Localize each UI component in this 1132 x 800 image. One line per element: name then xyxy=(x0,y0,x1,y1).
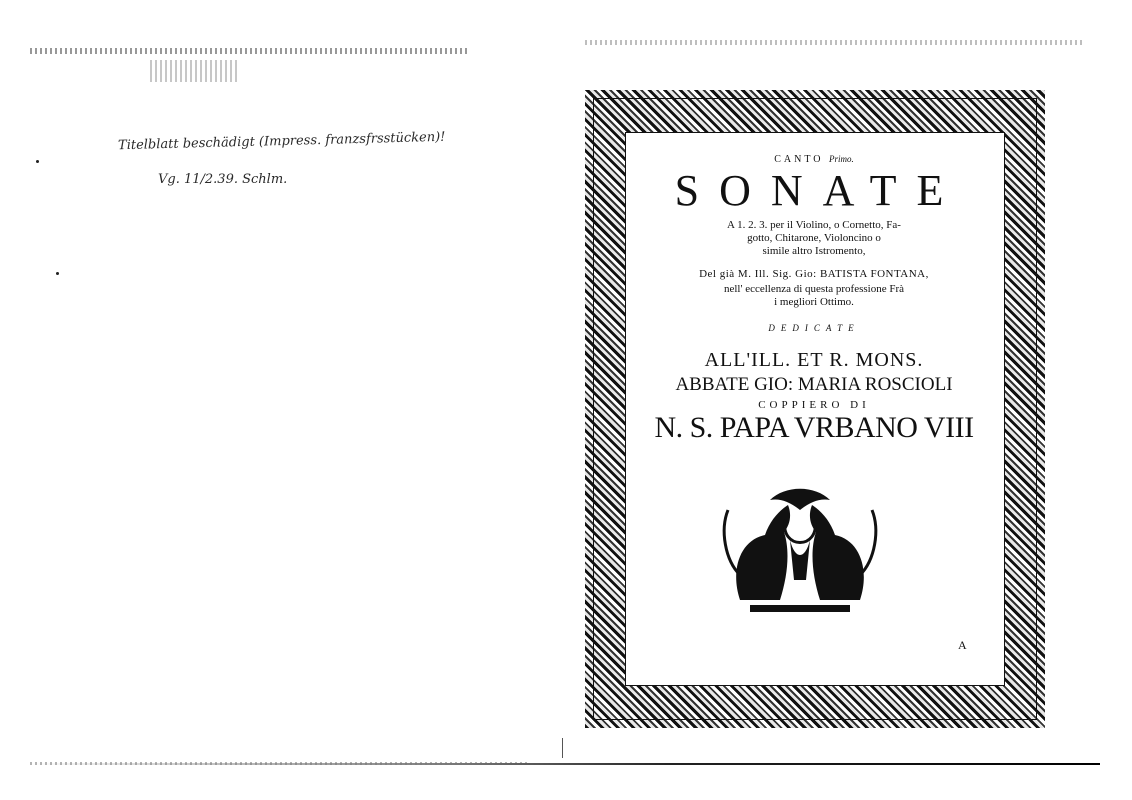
page-edge-noise xyxy=(585,40,1085,45)
scan-baseline xyxy=(30,763,1100,765)
dedicate-label: DEDICATE xyxy=(768,323,860,333)
left-page xyxy=(0,0,560,800)
heraldic-emblem-icon xyxy=(710,480,890,620)
right-page xyxy=(565,0,1132,800)
dedication-line-3: COPPIERO DI xyxy=(758,399,870,411)
description-line: simile altro Istromento, xyxy=(762,245,866,257)
title-content xyxy=(633,140,995,443)
handwritten-line-2: Vg. 11/2.39. Schlm. xyxy=(158,172,288,187)
praise-line: i megliori Ottimo. xyxy=(774,296,854,308)
praise-line: nell' eccellenza di questa professione Frà xyxy=(723,283,905,295)
composer-praise xyxy=(633,283,995,309)
title-page xyxy=(585,90,1045,728)
page-edge-noise xyxy=(30,48,470,54)
dedication-line-2: ABBATE GIO: MARIA ROSCIOLI xyxy=(675,374,953,395)
page-edge-noise xyxy=(150,60,240,82)
dedication-line-1: ALL'ILL. ET R. MONS. xyxy=(704,349,924,371)
margin-mark xyxy=(36,160,39,163)
signature-mark: A xyxy=(958,638,967,652)
dedication-line-4: N. S. PAPA VRBANO VIII xyxy=(654,411,974,444)
part-heading xyxy=(633,154,995,165)
margin-mark xyxy=(56,272,59,275)
description-line: A 1. 2. 3. per il Violino, o Cornetto, Fa- xyxy=(727,219,901,231)
description-line: gotto, Chitarone, Violoncino o xyxy=(747,232,881,244)
handwritten-line-1: Titelblatt beschädigt (Impress. franzsfrsstücken)! xyxy=(117,129,446,154)
main-title: SONATE xyxy=(674,166,964,215)
composer-line: Del già M. Ill. Sig. Gio: BATISTA FONTANA, xyxy=(699,268,929,280)
canto-part: Primo. xyxy=(829,154,854,164)
gutter-mark xyxy=(562,738,563,758)
instrument-description xyxy=(633,219,995,258)
handwritten-note xyxy=(117,129,446,187)
canto-label: CANTO xyxy=(774,154,824,165)
